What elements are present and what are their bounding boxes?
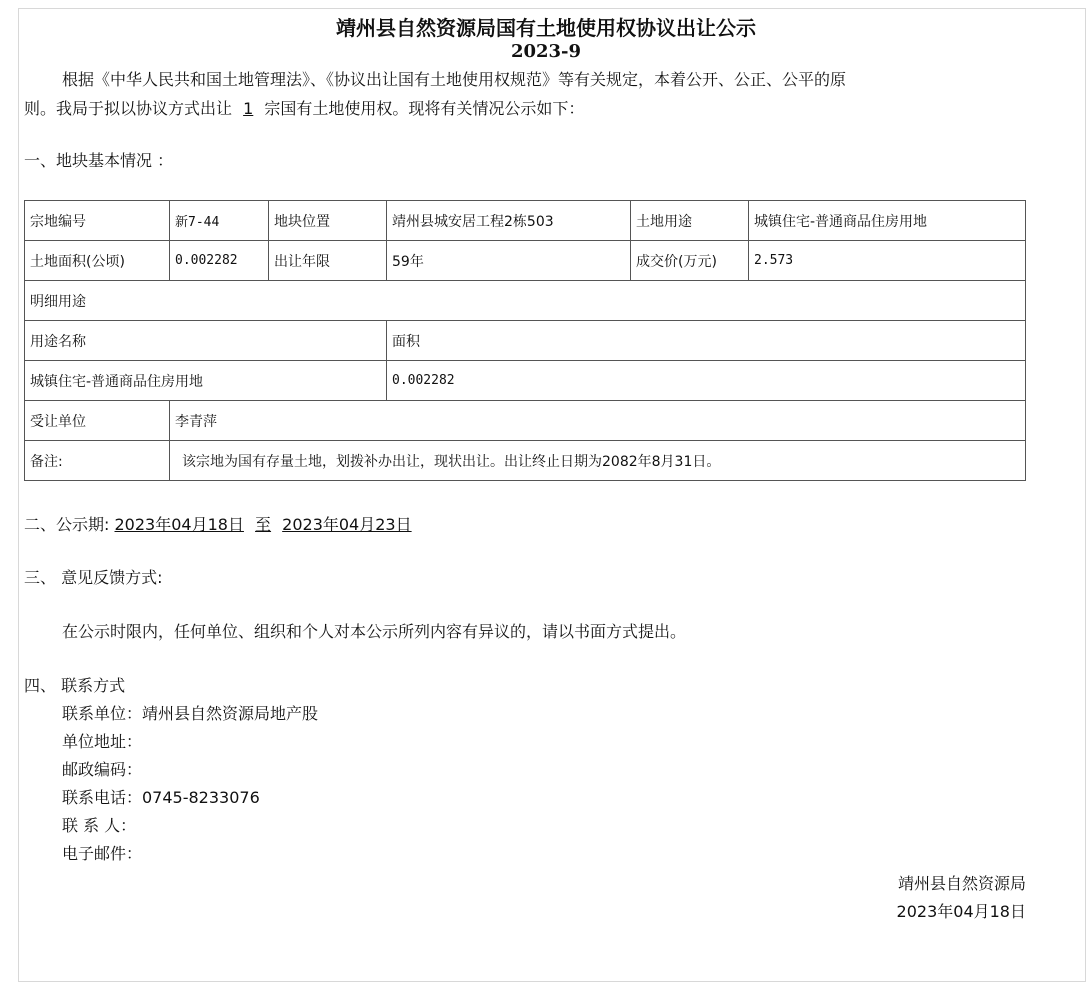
detail-use-label: 明细用途	[25, 281, 1026, 321]
intro-line-1: 根据《中华人民共和国土地管理法》、《协议出让国有土地使用权规范》等有关规定，本着公开、公正、公平的原	[62, 70, 847, 89]
publicity-end-date: 2023年04月23日	[282, 515, 412, 534]
intro-line-2-suffix: 宗国有土地使用权。现将有关情况公示如下：	[264, 99, 585, 118]
term-label: 出让年限	[269, 241, 387, 281]
section-2-heading: 二、公示期:	[24, 515, 110, 534]
parcel-no-label: 宗地编号	[25, 201, 170, 241]
area-value: 0.002282	[170, 241, 269, 281]
section-4-heading: 四、 联系方式	[24, 676, 126, 695]
usage-area-value: 0.002282	[387, 361, 1026, 401]
contact-address: 单位地址：	[62, 732, 143, 751]
parcel-info-table	[24, 200, 1026, 481]
intro-line-2-prefix: 则。我局于拟以协议方式出让	[24, 99, 233, 118]
term-value: 59年	[387, 241, 631, 281]
table-row	[25, 321, 1026, 361]
remarks-label: 备注:	[25, 441, 170, 481]
grantee-label: 受让单位	[25, 401, 170, 441]
location-label: 地块位置	[269, 201, 387, 241]
table-row	[25, 441, 1026, 481]
contact-person: 联 系 人：	[62, 816, 137, 835]
document-frame	[18, 8, 1086, 982]
usage-area-header: 面积	[387, 321, 1026, 361]
location-value: 靖州县城安居工程2栋503	[387, 201, 631, 241]
price-label: 成交价(万元)	[631, 241, 749, 281]
section-3-heading: 三、 意见反馈方式:	[24, 568, 163, 587]
table-row	[25, 361, 1026, 401]
parcel-count: 1	[243, 99, 254, 118]
section-2-line	[24, 515, 412, 535]
publicity-to: 至	[255, 515, 272, 534]
land-use-value: 城镇住宅-普通商品住房用地	[749, 201, 1026, 241]
area-label: 土地面积(公顷)	[25, 241, 170, 281]
contact-unit: 联系单位：靖州县自然资源局地产股	[62, 704, 319, 723]
land-use-label: 土地用途	[631, 201, 749, 241]
contact-email: 电子邮件：	[62, 844, 143, 863]
table-row	[25, 281, 1026, 321]
grantee-value: 李青萍	[170, 401, 1026, 441]
table-row	[25, 401, 1026, 441]
usage-name-value: 城镇住宅-普通商品住房用地	[25, 361, 387, 401]
page-title: 靖州县自然资源局国有土地使用权协议出让公示	[336, 16, 756, 40]
table-row	[25, 241, 1026, 281]
section-3-text: 在公示时限内，任何单位、组织和个人对本公示所列内容有异议的，请以书面方式提出。	[62, 622, 687, 641]
table-row	[25, 201, 1026, 241]
price-value: 2.573	[749, 241, 1026, 281]
signature-date: 2023年04月18日	[896, 902, 1026, 921]
signature-org: 靖州县自然资源局	[897, 874, 1026, 893]
usage-name-header: 用途名称	[25, 321, 387, 361]
publicity-start-date: 2023年04月18日	[114, 515, 244, 534]
parcel-no-value: 新7-44	[170, 201, 269, 241]
remarks-value: 该宗地为国有存量土地，划拨补办出让，现状出让。出让终止日期为2082年8月31日。	[170, 441, 1026, 481]
contact-postcode: 邮政编码：	[62, 760, 143, 779]
announcement-number: 2023-9	[510, 41, 582, 62]
contact-phone: 联系电话：0745-8233076	[62, 788, 260, 807]
intro-line-2	[24, 99, 584, 119]
section-1-heading: 一、地块基本情况 ：	[24, 151, 174, 170]
